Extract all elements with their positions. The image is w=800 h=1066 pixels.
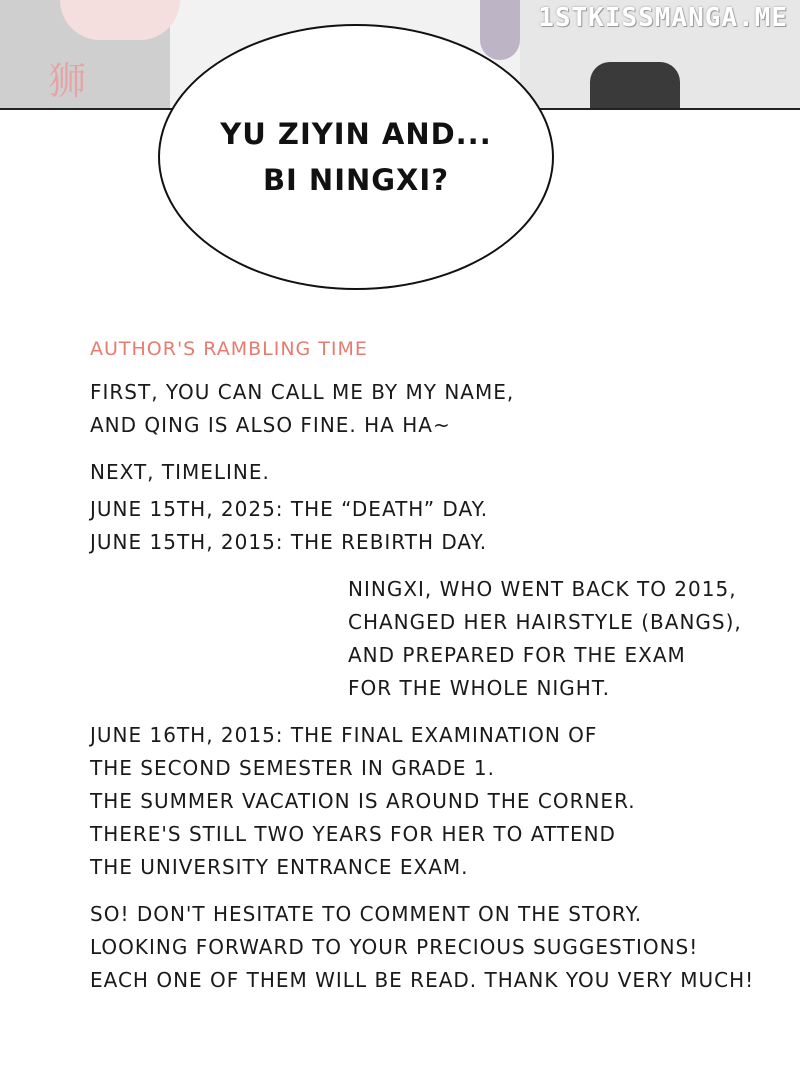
note-line: SO! DON'T HESITATE TO COMMENT ON THE STORY. <box>90 902 643 926</box>
note-line: THERE'S STILL TWO YEARS FOR HER TO ATTEND <box>90 822 616 846</box>
note-line: THE SECOND SEMESTER IN GRADE 1. <box>90 756 495 780</box>
bubble-line: BI NINGXI? <box>262 163 450 197</box>
site-watermark: 1STKISSMANGA.ME <box>538 3 788 33</box>
shirt-glyph: 狮 <box>48 59 87 103</box>
boy-dark-clothing <box>590 62 680 108</box>
speech-bubble <box>158 24 554 290</box>
note-line: THE SUMMER VACATION IS AROUND THE CORNER. <box>90 789 636 813</box>
note-line: JUNE 15TH, 2015: THE REBIRTH DAY. <box>90 530 488 554</box>
note-line: EACH ONE OF THEM WILL BE READ. THANK YOU VERY MUCH! <box>90 968 755 992</box>
note-line: FOR THE WHOLE NIGHT. <box>348 676 611 700</box>
note-line: JUNE 16TH, 2015: THE FINAL EXAMINATION OF <box>90 723 598 747</box>
notes-heading: AUTHOR'S RAMBLING TIME <box>90 338 368 360</box>
hair-strand <box>480 0 520 60</box>
note-line: THE UNIVERSITY ENTRANCE EXAM. <box>90 855 469 879</box>
note-line: NINGXI, WHO WENT BACK TO 2015, <box>348 577 737 601</box>
note-line: NEXT, TIMELINE. <box>90 460 270 484</box>
note-line: CHANGED HER HAIRSTYLE (BANGS), <box>348 610 742 634</box>
note-line: JUNE 15TH, 2025: THE “DEATH” DAY. <box>90 497 489 521</box>
note-line: AND PREPARED FOR THE EXAM <box>348 643 686 667</box>
bubble-line: YU ZIYIN AND... <box>220 117 492 151</box>
author-notes <box>90 338 780 997</box>
note-line: FIRST, YOU CAN CALL ME BY MY NAME, <box>90 380 515 404</box>
note-line: AND QING IS ALSO FINE. HA HA~ <box>90 413 451 437</box>
note-line: LOOKING FORWARD TO YOUR PRECIOUS SUGGESTIONS! <box>90 935 699 959</box>
